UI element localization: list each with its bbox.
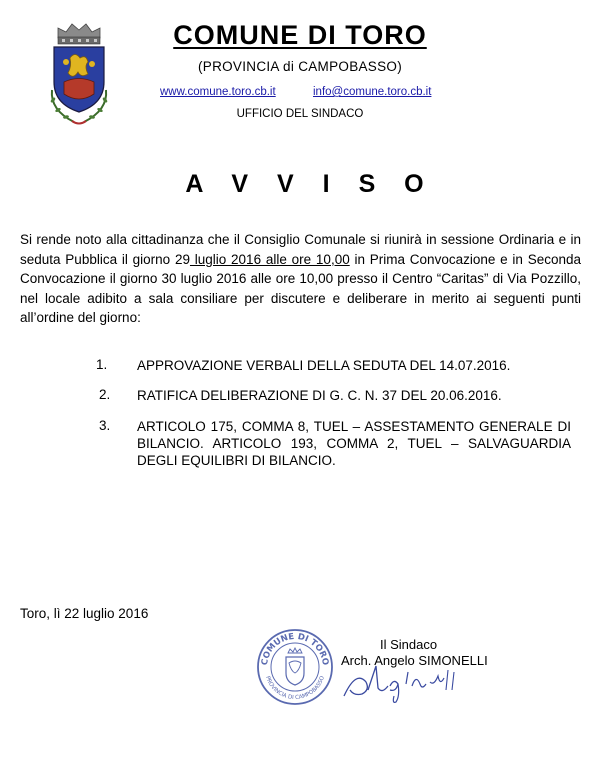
coat-of-arms-icon — [44, 20, 114, 128]
municipality-title: COMUNE DI TORO — [173, 20, 427, 50]
stamp-top-text: COMUNE DI TORO — [259, 631, 331, 666]
paragraph-underlined-date: luglio 2016 alle ore 10,00 — [189, 251, 350, 267]
municipal-stamp — [255, 627, 335, 707]
paragraph-text-start: Si rende noto alla cittadinanza che il Consiglio Comunale si riunirà in sessione Ordinaria e in seduta Pubblica il giorno 29 — [20, 232, 581, 267]
handwritten-signature — [336, 660, 476, 706]
signer-title: Il Sindaco — [380, 637, 438, 652]
agenda-item-text: RATIFICA DELIBERAZIONE DI G. C. N. 37 DEL 20.06.2016. — [137, 388, 502, 403]
notice-heading: A V V I S O — [185, 170, 435, 198]
paragraph-text-end: in Prima Convocazione e in Seconda Convocazione il giorno 30 luglio 2016 alle ore 10,00 presso il Centro “Caritas” di Via Pozzillo, nel locale adibito a sala consiliare per discutere e deliberare in merito ai seguenti punti all’ordine del giorno: — [20, 251, 581, 325]
email-link[interactable]: info@comune.toro.cb.it — [313, 86, 432, 98]
signer-name: Arch. Angelo SIMONELLI — [341, 653, 488, 668]
agenda-item-text: APPROVAZIONE VERBALI DELLA SEDUTA DEL 14.07.2016. — [137, 358, 511, 373]
agenda-item-number: 1. — [96, 357, 108, 372]
signature-icon — [336, 660, 476, 706]
agenda-item-text: ARTICOLO 175, COMMA 8, TUEL – ASSESTAMENTO GENERALE DI BILANCIO. ARTICOLO 193, COMMA 2, TUEL – SALVAGUARDIA DEGLI EQUILIBRI DI BILANCIO. — [137, 419, 571, 468]
notice-paragraph — [20, 230, 581, 328]
stamp-bottom-text: PROVINCIA DI CAMPOBASSO — [264, 675, 326, 702]
office-label: UFFICIO DEL SINDACO — [236, 108, 364, 120]
agenda-item-number: 3. — [99, 418, 111, 433]
website-link[interactable]: www.comune.toro.cb.it — [160, 86, 276, 98]
agenda-item-number: 2. — [99, 387, 111, 402]
coat-of-arms — [44, 20, 114, 128]
place-and-date: Toro, lì 22 luglio 2016 — [20, 606, 149, 621]
municipal-stamp-icon — [255, 627, 335, 707]
province-subtitle: (PROVINCIA di CAMPOBASSO) — [197, 59, 403, 74]
